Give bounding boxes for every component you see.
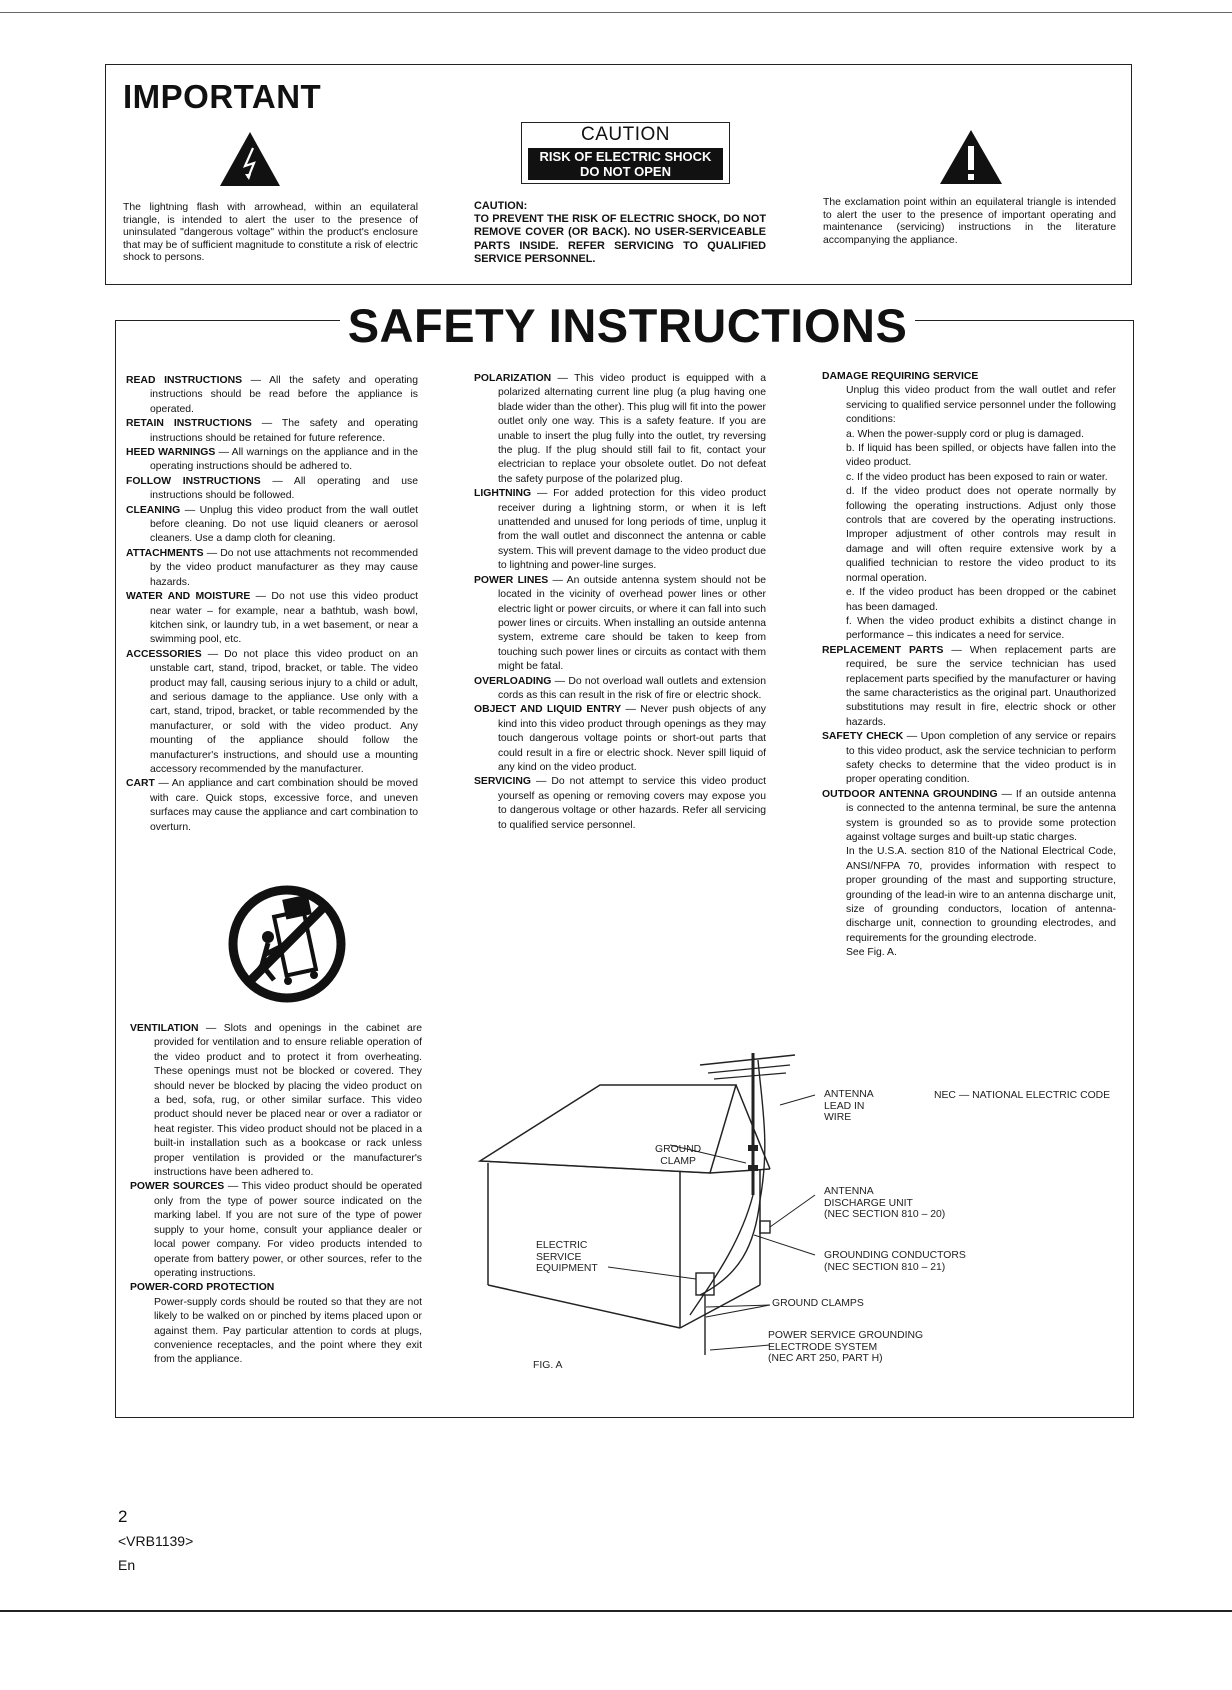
instruction-heading: OVERLOADING <box>474 675 552 687</box>
instruction-heading: VENTILATION <box>130 1023 199 1034</box>
instruction-heading: LIGHTNING <box>474 488 532 500</box>
instruction-text: — An outside antenna system should not be located in the vicinity of overhead power lines or other electric light or power circuits, or where it can fall into such power lines or circuits. When installing an outside antenna system, extreme care should be taken to keep from touching such power lines or circuits as contact with them might be fatal. <box>498 574 766 673</box>
instruction-heading: DAMAGE REQUIRING SERVICE <box>822 371 979 382</box>
exclamation-warning-text: The exclamation point within an equilateral triangle is intended to alert the user to the presence of important operating and maintenance (servicing) instructions in the literature accompanying the appliance. <box>823 197 1116 246</box>
caution-label-banner <box>528 148 723 180</box>
document-code: <VRB1139> <box>118 1533 194 1549</box>
safety-column-1 <box>126 374 418 835</box>
see-figure-text: See Fig. A. <box>846 947 897 959</box>
instruction-text: Unplug this video product from the wall outlet and refer servicing to qualified service personnel under the following conditions: <box>846 385 1116 426</box>
instruction-text: — Do not attempt to service this video product yourself as opening or removing covers may expose you to dangerous voltage or other hazards. Refer all servicing to qualified service personnel. <box>498 776 766 831</box>
bottom-rule <box>0 1610 1232 1612</box>
diagram-label-line: DISCHARGE UNIT <box>824 1197 913 1209</box>
caution-body: TO PREVENT THE RISK OF ELECTRIC SHOCK, DO NOT REMOVE COVER (OR BACK). NO USER-SERVICEABLE PARTS INSIDE. REFER SERVICING TO QUALIFIED SERVICE PERSONNEL. <box>474 213 766 265</box>
instruction-text: — Do not place this video product on an unstable cart, stand, tripod, bracket, or table. The video product may fall, causing serious injury to a child or adult, and serious damage to the appliance. Use only with a cart, stand, tripod, bracket, or table recommended by the manufacturer, or sold with the video product. Any mounting of the appliance should follow the manufacturer's instructions, and should use a mounting accessory recommended by the manufacturer. <box>150 648 418 775</box>
instruction-heading: RETAIN INSTRUCTIONS <box>126 418 252 430</box>
condition-item: f. When the video product exhibits a distinct change in performance – this indicates a need for service. <box>846 615 1116 642</box>
safety-column-2 <box>474 372 766 833</box>
nec-label <box>934 1090 1110 1102</box>
instruction-item <box>126 374 418 417</box>
diagram-label-line: ELECTRIC <box>536 1240 588 1251</box>
instruction-heading: POWER LINES <box>474 574 549 586</box>
grounding-conductors-label <box>824 1250 966 1273</box>
instruction-item <box>130 1296 422 1368</box>
page-number: 2 <box>118 1507 128 1526</box>
condition-item: a. When the power-supply cord or plug is damaged. <box>846 428 1084 440</box>
instruction-heading: ATTACHMENTS <box>126 547 204 559</box>
ground-clamp-label <box>655 1144 701 1167</box>
important-title: IMPORTANT <box>123 78 322 115</box>
caution-heading: CAUTION: <box>474 200 528 212</box>
instruction-item <box>474 703 766 775</box>
instruction-text: — Slots and openings in the cabinet are provided for ventilation and to ensure reliable operation of the video product and to protect it from overheating. These openings must not be blocked or covered. They should never be blocked by placing the video product on a bed, sofa, rug, or other similar surface. This video product should never be placed near or over a radiator or heat register. This video product should not be placed in a built-in installation such as a bookcase or rack unless proper ventilation is provided or the manufacturer's instructions have been adhered to. <box>154 1023 422 1179</box>
instruction-text: — Never push objects of any kind into this video product through openings as they may touch dangerous voltage points or short-out parts that could result in a fire or electric shock. Never spill liquid of any kind on the video product. <box>498 704 766 773</box>
caution-text-block <box>474 200 766 266</box>
instruction-heading: POWER SOURCES <box>130 1181 225 1193</box>
instruction-item <box>474 675 766 704</box>
instruction-text: — This video product is equipped with a polarized alternating current line plug (a plug having one blade wider than the other). This plug will fit into the power outlet only one way. This is a safety feature. If you are unable to insert the plug fully into the outlet, try reversing the plug. If the plug should still fail to fit, contact your electrician to replace your obsolete outlet. Do not defeat the safety purpose of the polarized plug. <box>498 373 766 485</box>
instruction-text: — This video product should be operated only from the type of power source indicated on the marking label. If you are not sure of the type of power supply to your home, consult your appliance dealer or local power company. For video products intended to operate from battery power, or other sources, refer to the operating instructions. <box>154 1181 423 1279</box>
diagram-label-line: ANTENNA <box>824 1186 874 1197</box>
exclamation-warning-icon <box>938 128 1004 186</box>
cart-tipover-warning-icon <box>228 885 346 1003</box>
instruction-item <box>126 475 418 504</box>
lightning-warning-icon <box>218 130 282 188</box>
diagram-label-line: (NEC SECTION 810 – 20) <box>824 1209 946 1220</box>
condition-item: c. If the video product has been exposed to rain or water. <box>846 471 1108 483</box>
instruction-heading: SAFETY CHECK <box>822 731 904 743</box>
diagram-label-line: (NEC ART 250, PART H) <box>768 1353 883 1364</box>
language-code: En <box>118 1557 136 1573</box>
instruction-text: — Unplug this video product from the wall outlet before cleaning. Do not use liquid cleaners or aerosol cleaners. Use a damp cloth for cleaning. <box>150 504 418 545</box>
caution-label-word: CAUTION <box>581 124 670 145</box>
diagram-label-line: GROUND CLAMPS <box>772 1298 864 1309</box>
instruction-text: — All the safety and operating instructions should be read before the appliance is operated. <box>150 375 418 415</box>
instruction-heading: CART <box>126 778 155 790</box>
caution-label-line1: RISK OF ELECTRIC SHOCK <box>539 149 712 164</box>
diagram-label-line: NEC — NATIONAL ELECTRIC CODE <box>934 1090 1111 1101</box>
safety-title-rule-left <box>115 320 340 321</box>
electric-service-label <box>536 1240 598 1275</box>
instruction-text: — For added protection for this video product receiver during a lightning storm, or when it is left unattended and unused for long periods of time, unplug it from the wall outlet and disconnect the antenna or cable system. This will prevent damage to the video product due to lightning and power-line surges. <box>498 488 766 572</box>
instruction-item <box>130 1022 422 1180</box>
instruction-heading: ACCESSORIES <box>126 648 202 660</box>
diagram-label-line: GROUND <box>655 1144 702 1155</box>
antenna-grounding-diagram <box>470 1045 830 1365</box>
instruction-item <box>126 417 418 446</box>
instruction-heading: CLEANING <box>126 504 181 516</box>
instruction-item <box>822 788 1116 846</box>
instruction-item <box>822 730 1116 788</box>
safety-title: SAFETY INSTRUCTIONS <box>347 299 908 352</box>
instruction-item <box>126 590 418 648</box>
condition-item: b. If liquid has been spilled, or objects have fallen into the video product. <box>846 443 1116 469</box>
safety-title-rule-right <box>915 320 1134 321</box>
diagram-label-line: EQUIPMENT <box>536 1263 598 1274</box>
instruction-text: — An appliance and cart combination should be moved with care. Quick stops, excessive force, and uneven surfaces may cause the appliance and cart combination to overturn. <box>150 778 419 833</box>
instruction-text: — All operating and use instructions should be followed. <box>150 475 418 502</box>
instruction-heading: READ INSTRUCTIONS <box>126 375 243 386</box>
instruction-heading: HEED WARNINGS <box>126 447 216 459</box>
instruction-heading: OUTDOOR ANTENNA GROUNDING <box>822 788 998 800</box>
caution-label-line2: DO NOT OPEN <box>579 164 671 179</box>
ground-clamps-label <box>772 1298 864 1310</box>
caution-label <box>521 122 730 184</box>
antenna-lead-label <box>824 1089 874 1124</box>
instruction-text: — When replacement parts are required, be sure the service technician has used replacement parts specified by the manufacturer or having the same characteristics as the original part. Unauthorized substitutions may result in fire, electric shock or other hazards. <box>846 644 1117 728</box>
diagram-label-line: GROUNDING CONDUCTORS <box>824 1250 966 1261</box>
diagram-label-line: LEAD IN <box>824 1100 865 1112</box>
instruction-text: — Do not use this video product near water – for example, near a bathtub, wash bowl, kitchen sink, or laundry tub, in a wet basement, or near a swimming pool, etc. <box>150 591 418 646</box>
lightning-warning-text: The lightning flash with arrowhead, within an equilateral triangle, is intended to alert the user to the presence of uninsulated "dangerous voltage" within the product's enclosure that may be of sufficient magnitude to constitute a risk of electric shock to persons. <box>123 202 418 264</box>
instruction-text: — The safety and operating instructions should be retained for future reference. <box>150 418 418 444</box>
instruction-item <box>130 1180 422 1281</box>
instruction-item <box>822 644 1116 730</box>
instruction-item <box>474 487 766 573</box>
safety-column-1-lower <box>130 1022 422 1368</box>
instruction-heading: FOLLOW INSTRUCTIONS <box>126 475 261 487</box>
instruction-text: — All warnings on the appliance and in the operating instructions should be adhered to. <box>150 447 418 473</box>
instruction-item <box>126 547 418 590</box>
instruction-text: Power-supply cords should be routed so that they are not likely to be walked on or pinched by items placed upon or against them. Pay particular attention to cords at plugs, convenience receptacles, and the point where they exit from the appliance. <box>154 1296 422 1366</box>
instruction-heading: POLARIZATION <box>474 373 552 384</box>
diagram-label-line: ELECTRODE SYSTEM <box>768 1341 878 1353</box>
instruction-item <box>126 446 418 475</box>
diagram-label-line: FIG. A <box>533 1360 563 1371</box>
diagram-label-line: CLAMP <box>660 1155 696 1167</box>
diagram-label-line: WIRE <box>824 1112 852 1123</box>
instruction-heading: OBJECT AND LIQUID ENTRY <box>474 704 622 716</box>
instruction-item <box>474 574 766 675</box>
discharge-unit-label <box>824 1186 945 1221</box>
instruction-item <box>474 372 766 487</box>
condition-item: e. If the video product has been dropped or the cabinet has been damaged. <box>846 587 1116 613</box>
diagram-label-line: (NEC SECTION 810 – 21) <box>824 1261 946 1273</box>
instruction-item <box>130 1281 422 1295</box>
diagram-label-line: SERVICE <box>536 1251 582 1263</box>
instruction-heading: WATER AND MOISTURE <box>126 591 251 603</box>
instruction-heading: POWER-CORD PROTECTION <box>130 1282 275 1294</box>
instruction-item <box>126 504 418 547</box>
instruction-item <box>474 775 766 833</box>
instruction-text: — If an outside antenna is connected to the antenna terminal, be sure the antenna system is grounded so as to provide some protection against voltage surges and built-up static charges. <box>846 788 1116 843</box>
condition-item: d. If the video product does not operate normally by following the operating instructions. Adjust only those controls that are covered by the operating instructions. Improper adjustment of other controls may result in damage and will often require extensive work by a qualified technician to restore the video product to its normal operation. <box>846 486 1116 584</box>
instruction-item <box>822 370 1116 384</box>
instruction-item <box>126 777 418 835</box>
figure-caption <box>533 1360 562 1372</box>
top-rule <box>0 12 1232 13</box>
instruction-heading: REPLACEMENT PARTS <box>822 644 944 656</box>
diagram-label-line: POWER SERVICE GROUNDING <box>768 1330 924 1341</box>
electrode-system-label <box>768 1330 923 1365</box>
instruction-text: — Do not overload wall outlets and extension cords as this can result in the risk of fire or electric shock. <box>498 675 766 701</box>
instruction-text: In the U.S.A. section 810 of the National Electrical Code, ANSI/NFPA 70, provides information with respect to proper grounding of the mast and supporting structure, grounding of the lead-in wire to an antenna discharge unit, size of grounding conductors, location of antenna-discharge unit, connection to grounding electrodes, and requirements for the grounding electrode. <box>846 846 1116 944</box>
instruction-heading: SERVICING <box>474 776 531 788</box>
diagram-label-line: ANTENNA <box>824 1089 874 1100</box>
instruction-item <box>126 648 418 778</box>
instruction-text: — Upon completion of any service or repairs to this video product, ask the service technician to perform safety checks to determine that the video product is in proper operating condition. <box>846 731 1117 786</box>
safety-column-3 <box>822 370 1116 961</box>
instruction-text: — Do not use attachments not recommended by the video product manufacturer as they may cause hazards. <box>150 547 418 588</box>
